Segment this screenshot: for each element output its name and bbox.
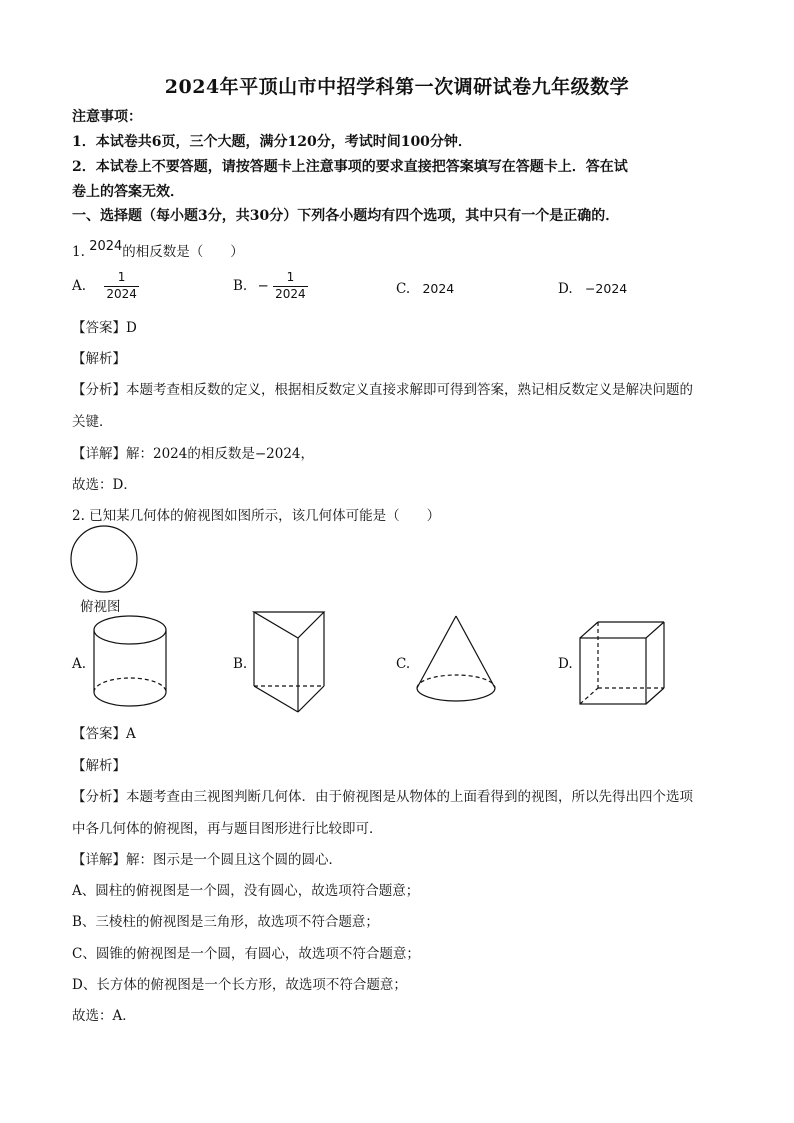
option-d-value: −2024 — [584, 281, 628, 296]
fraction-denominator: 2024 — [106, 286, 137, 301]
q1-answer: 【答案】D — [72, 320, 137, 336]
q2-answer: 【答案】A — [72, 726, 136, 742]
q2-analysis-line2: 中各几何体的俯视图，再与题目图形进行比较即可． — [72, 821, 383, 837]
fraction-numerator: 1 — [286, 270, 295, 284]
option-c-value: 2024 — [422, 281, 455, 296]
q2-option-d-label: D. — [558, 656, 573, 672]
q2-line-c: C、圆锥的俯视图是一个圆，有圆心，故选项不符合题意； — [72, 946, 420, 962]
option-b-label: B. — [233, 278, 248, 295]
figure-caption: 俯视图 — [80, 599, 121, 615]
q2-line-a: A、圆柱的俯视图是一个圆，没有圆心，故选项符合题意； — [72, 883, 420, 899]
triangular-prism-figure — [252, 610, 328, 716]
top-view-circle-figure — [70, 525, 142, 595]
page-title: 2024年平顶山市中招学科第一次调研试卷九年级数学 — [164, 76, 630, 98]
q1-stem-text: 的相反数是（ ） — [122, 244, 244, 260]
cylinder-figure — [92, 614, 170, 710]
q2-analysis-line1: 【分析】本题考查由三视图判断几何体．由于俯视图是从物体的上面看得到的视图，所以先得出四个选项 — [72, 789, 693, 805]
q1-analysis-line1: 【分析】本题考查相反数的定义，根据相反数定义直接求解即可得到答案，熟记相反数定义是解决问题的 — [72, 382, 693, 398]
notes-item-1: 1．本试卷共6页，三个大题，满分120分，考试时间100分钟． — [72, 134, 472, 150]
q1-option-d — [558, 281, 627, 297]
cone-figure — [414, 614, 498, 710]
notes-item-2-cont: 卷上的答案无效． — [72, 184, 184, 200]
q1-analysis-line2: 关键． — [72, 414, 113, 430]
option-d-label: D. — [558, 281, 573, 297]
q2-line-b: B、三棱柱的俯视图是三角形，故选项不符合题意； — [72, 914, 379, 930]
option-c-label: C. — [396, 281, 411, 297]
section-heading: 一、选择题（每小题3分，共30分）下列各小题均有四个选项，其中只有一个是正确的． — [72, 208, 620, 224]
q2-analysis-tag: 【解析】 — [72, 758, 126, 774]
q2-line-d: D、长方体的俯视图是一个长方形，故选项不符合题意； — [72, 977, 407, 993]
q2-choice: 故选：A． — [72, 1008, 136, 1024]
q2-option-a-label: A. — [72, 656, 87, 672]
q1-detail: 【详解】解：2024的相反数是−2024， — [72, 446, 315, 462]
notes-heading: 注意事项： — [72, 109, 142, 125]
q1-option-a — [72, 270, 139, 302]
q2-stem: 2. 已知某几何体的俯视图如图所示，该几何体可能是（ ） — [72, 508, 441, 524]
q1-option-c — [396, 281, 454, 297]
option-a-fraction — [104, 270, 139, 302]
q1-choice: 故选：D． — [72, 477, 137, 493]
q1-number: 1. — [72, 244, 85, 260]
q2-option-b-label: B. — [233, 656, 248, 672]
cuboid-figure — [578, 620, 668, 708]
q1-analysis-tag: 【解析】 — [72, 351, 126, 367]
q2-detail: 【详解】解：图示是一个圆且这个圆的圆心． — [72, 852, 342, 868]
fraction-denominator: 2024 — [275, 286, 306, 301]
option-b-fraction — [273, 270, 308, 302]
q1-stem — [72, 240, 244, 260]
notes-item-2: 2．本试卷上不要答题，请按答题卡上注意事项的要求直接把答案填写在答题卡上．答在试 — [72, 159, 628, 175]
q1-value: 2024 — [89, 239, 123, 254]
fraction-numerator: 1 — [117, 270, 126, 284]
q2-option-c-label: C. — [396, 656, 411, 672]
option-a-label: A. — [72, 278, 87, 295]
minus-sign: − — [257, 278, 269, 295]
q1-option-b — [233, 270, 308, 302]
